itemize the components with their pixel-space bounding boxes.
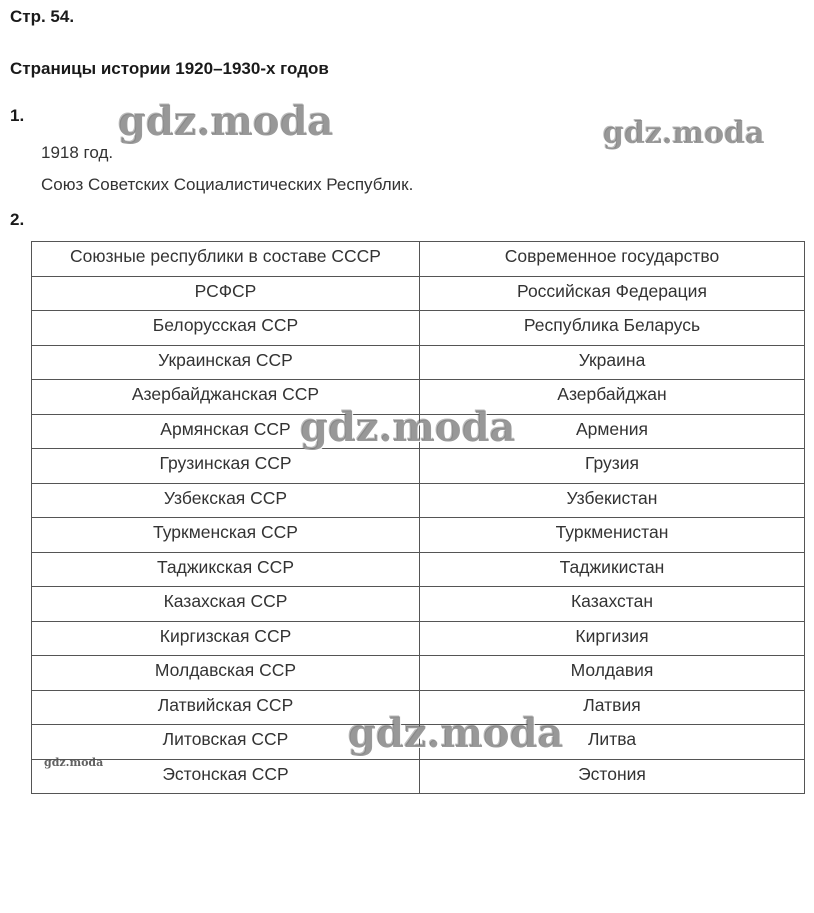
question-2-number: 2.	[10, 210, 25, 229]
page-number: Стр. 54.	[10, 7, 75, 26]
table-row	[32, 518, 805, 553]
watermark: gdz.moda	[348, 710, 564, 757]
table-row	[32, 311, 805, 346]
cell-state: Туркменистан	[420, 518, 805, 553]
table-row	[32, 725, 805, 760]
cell-state: Киргизия	[420, 621, 805, 656]
cell-state: Азербайджан	[420, 380, 805, 415]
cell-state: Армения	[420, 414, 805, 449]
cell-ssr: Узбекская ССР	[32, 483, 420, 518]
cell-state: Молдавия	[420, 656, 805, 691]
cell-state: Литва	[420, 725, 805, 760]
cell-state: Латвия	[420, 690, 805, 725]
cell-state: Республика Беларусь	[420, 311, 805, 346]
cell-ssr: Армянская ССР	[32, 414, 420, 449]
cell-ssr: Туркменская ССР	[32, 518, 420, 553]
cell-ssr: РСФСР	[32, 276, 420, 311]
table-row	[32, 449, 805, 484]
header-ssr: Союзные республики в составе СССР	[32, 242, 420, 277]
cell-state: Украина	[420, 345, 805, 380]
cell-ssr: Эстонская ССР	[32, 759, 420, 794]
question-1-answer-year: 1918 год.	[41, 143, 114, 162]
table-row	[32, 414, 805, 449]
table-row	[32, 656, 805, 691]
cell-ssr: Белорусская ССР	[32, 311, 420, 346]
watermark: gdz.moda	[603, 116, 765, 151]
table-row	[32, 380, 805, 415]
table-row	[32, 621, 805, 656]
cell-ssr: Азербайджанская ССР	[32, 380, 420, 415]
cell-ssr: Латвийская ССР	[32, 690, 420, 725]
table-row	[32, 276, 805, 311]
table-row	[32, 587, 805, 622]
watermark: gdz.moda	[300, 404, 516, 451]
cell-ssr: Грузинская ССР	[32, 449, 420, 484]
cell-ssr: Киргизская ССР	[32, 621, 420, 656]
cell-state: Грузия	[420, 449, 805, 484]
cell-state: Таджикистан	[420, 552, 805, 587]
cell-state: Российская Федерация	[420, 276, 805, 311]
table-row	[32, 483, 805, 518]
table-row	[32, 759, 805, 794]
page-title: Страницы истории 1920–1930-х годов	[10, 59, 329, 78]
cell-state: Узбекистан	[420, 483, 805, 518]
republics-table	[31, 241, 805, 794]
header-state: Современное государство	[420, 242, 805, 277]
watermark: gdz.moda	[118, 98, 334, 145]
cell-ssr: Украинская ССР	[32, 345, 420, 380]
table-row	[32, 345, 805, 380]
cell-ssr: Литовская ССР	[32, 725, 420, 760]
question-1-answer-name: Союз Советских Социалистических Республик.	[41, 175, 414, 194]
cell-state: Казахстан	[420, 587, 805, 622]
question-1-number: 1.	[10, 106, 25, 125]
cell-ssr: Казахская ССР	[32, 587, 420, 622]
watermark-small: gdz.moda	[44, 756, 104, 769]
table-header-row	[32, 242, 805, 277]
cell-state: Эстония	[420, 759, 805, 794]
table-row	[32, 690, 805, 725]
cell-ssr: Молдавская ССР	[32, 656, 420, 691]
cell-ssr: Таджикская ССР	[32, 552, 420, 587]
table-row	[32, 552, 805, 587]
